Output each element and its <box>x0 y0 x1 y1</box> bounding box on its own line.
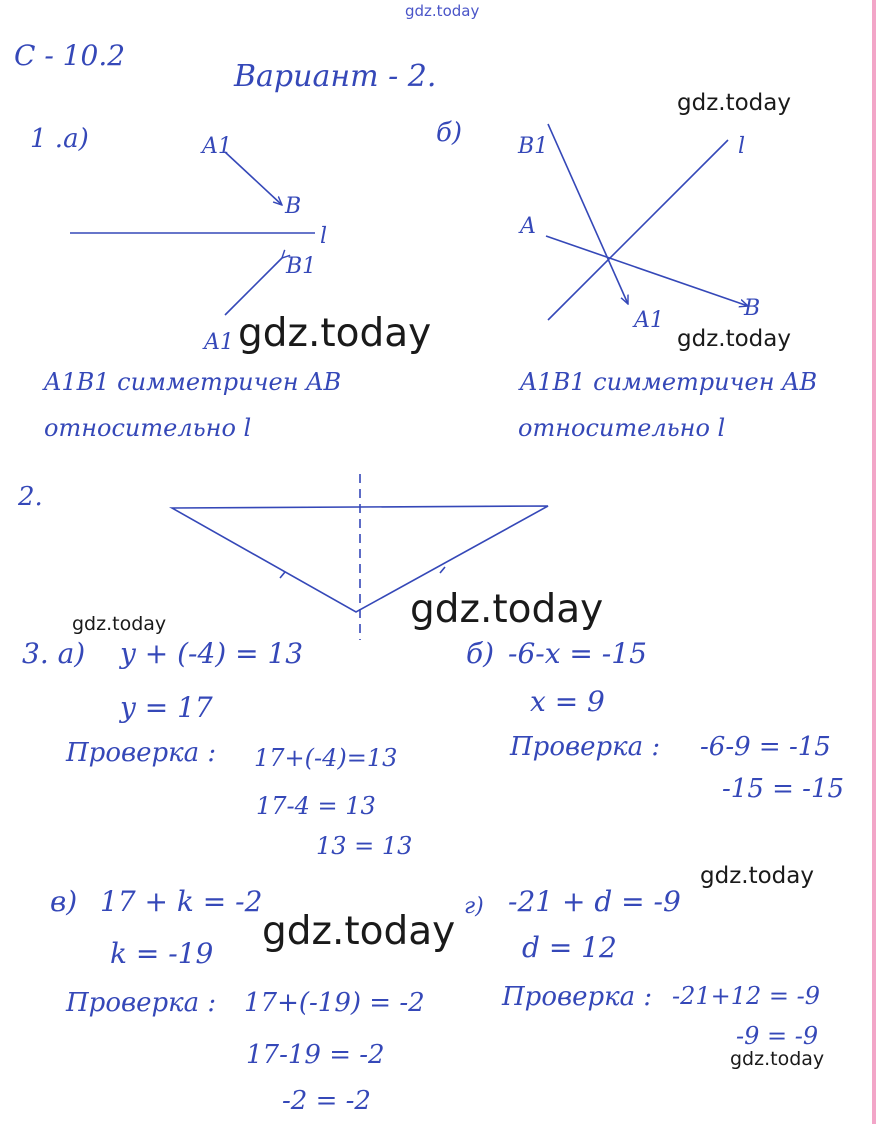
point-label-a1: A1 <box>204 330 234 355</box>
watermark: gdz.today <box>72 613 167 635</box>
task3b-check-line1: -6-9 = -15 <box>700 732 831 762</box>
watermark: gdz.today <box>730 1048 825 1070</box>
task3d-solution: d = 12 <box>522 931 617 964</box>
task3b-solution: x = 9 <box>530 685 605 718</box>
task3d-check-line1: -21+12 = -9 <box>672 982 821 1010</box>
task1b-label: б) <box>436 118 463 148</box>
task3c-solution: k = -19 <box>110 937 214 970</box>
task3a-label: 3. а) <box>22 637 86 670</box>
line-label-l: l <box>320 224 328 249</box>
line-l <box>548 140 728 320</box>
equal-side-tick <box>280 572 285 578</box>
task2-label: 2. <box>18 482 43 512</box>
segment-b1a1 <box>548 124 628 304</box>
task1a-conclusion-line2: относительно l <box>44 414 252 442</box>
point-label-a1: A1 <box>634 308 664 333</box>
task3c-check-line2: 17-19 = -2 <box>246 1040 385 1070</box>
watermark: gdz.today <box>677 90 791 116</box>
segment-a1b1 <box>225 258 282 315</box>
point-label-b: B <box>744 296 761 321</box>
task3d-check-line2: -9 = -9 <box>736 1022 819 1050</box>
segment-ab <box>546 236 748 306</box>
segment-ab <box>225 152 282 205</box>
task3c-equation: 17 + k = -2 <box>100 885 263 918</box>
task3c-check-line1: 17+(-19) = -2 <box>244 988 425 1018</box>
task3d-equation: -21 + d = -9 <box>508 885 681 918</box>
task3d-check-word: Проверка : <box>502 982 653 1012</box>
worksheet-code: C - 10.2 <box>14 39 126 72</box>
watermark: gdz.today <box>410 587 604 632</box>
point-label-b: B <box>285 194 302 219</box>
watermark-top: gdz.today <box>405 2 480 20</box>
task3a-solution: y = 17 <box>120 691 213 724</box>
task3c-label: в) <box>50 885 78 918</box>
task3a-equation: y + (-4) = 13 <box>120 637 304 670</box>
task3b-equation: -6-x = -15 <box>508 637 647 670</box>
task1b-conclusion-line1: A1B1 симметричен AB <box>520 368 818 396</box>
task3a-check-line3: 13 = 13 <box>316 832 413 860</box>
point-label-a: A <box>520 214 536 239</box>
line-label-l: l <box>738 134 746 159</box>
point-label-a: A1 <box>202 134 232 159</box>
task1b-conclusion-line2: относительно l <box>518 414 726 442</box>
task3b-check-word: Проверка : <box>510 732 661 762</box>
task3a-check-line1: 17+(-4)=13 <box>254 744 398 772</box>
task3a-check-word: Проверка : <box>66 738 217 768</box>
point-label-b1: B1 <box>286 254 317 279</box>
watermark: gdz.today <box>677 326 791 352</box>
task2-figure <box>172 474 548 640</box>
task3d-label: г) <box>464 894 484 919</box>
task1a-label: 1 .а) <box>30 124 89 154</box>
task1a-figure <box>70 152 315 315</box>
task3c-check-line3: -2 = -2 <box>282 1086 371 1116</box>
watermark: gdz.today <box>238 311 432 356</box>
task1b-figure <box>546 124 748 320</box>
task1a-conclusion-line1: A1B1 симметричен AB <box>44 368 342 396</box>
task3b-check-line2: -15 = -15 <box>722 774 845 804</box>
point-label-b1: B1 <box>518 134 549 159</box>
task3c-check-word: Проверка : <box>66 988 217 1018</box>
watermark: gdz.today <box>262 909 456 954</box>
watermark: gdz.today <box>700 863 814 889</box>
variant-title: Вариант - 2. <box>234 59 437 94</box>
equal-side-tick <box>440 567 445 573</box>
task3a-check-line2: 17-4 = 13 <box>256 792 376 820</box>
task3b-label: б) <box>466 637 495 670</box>
